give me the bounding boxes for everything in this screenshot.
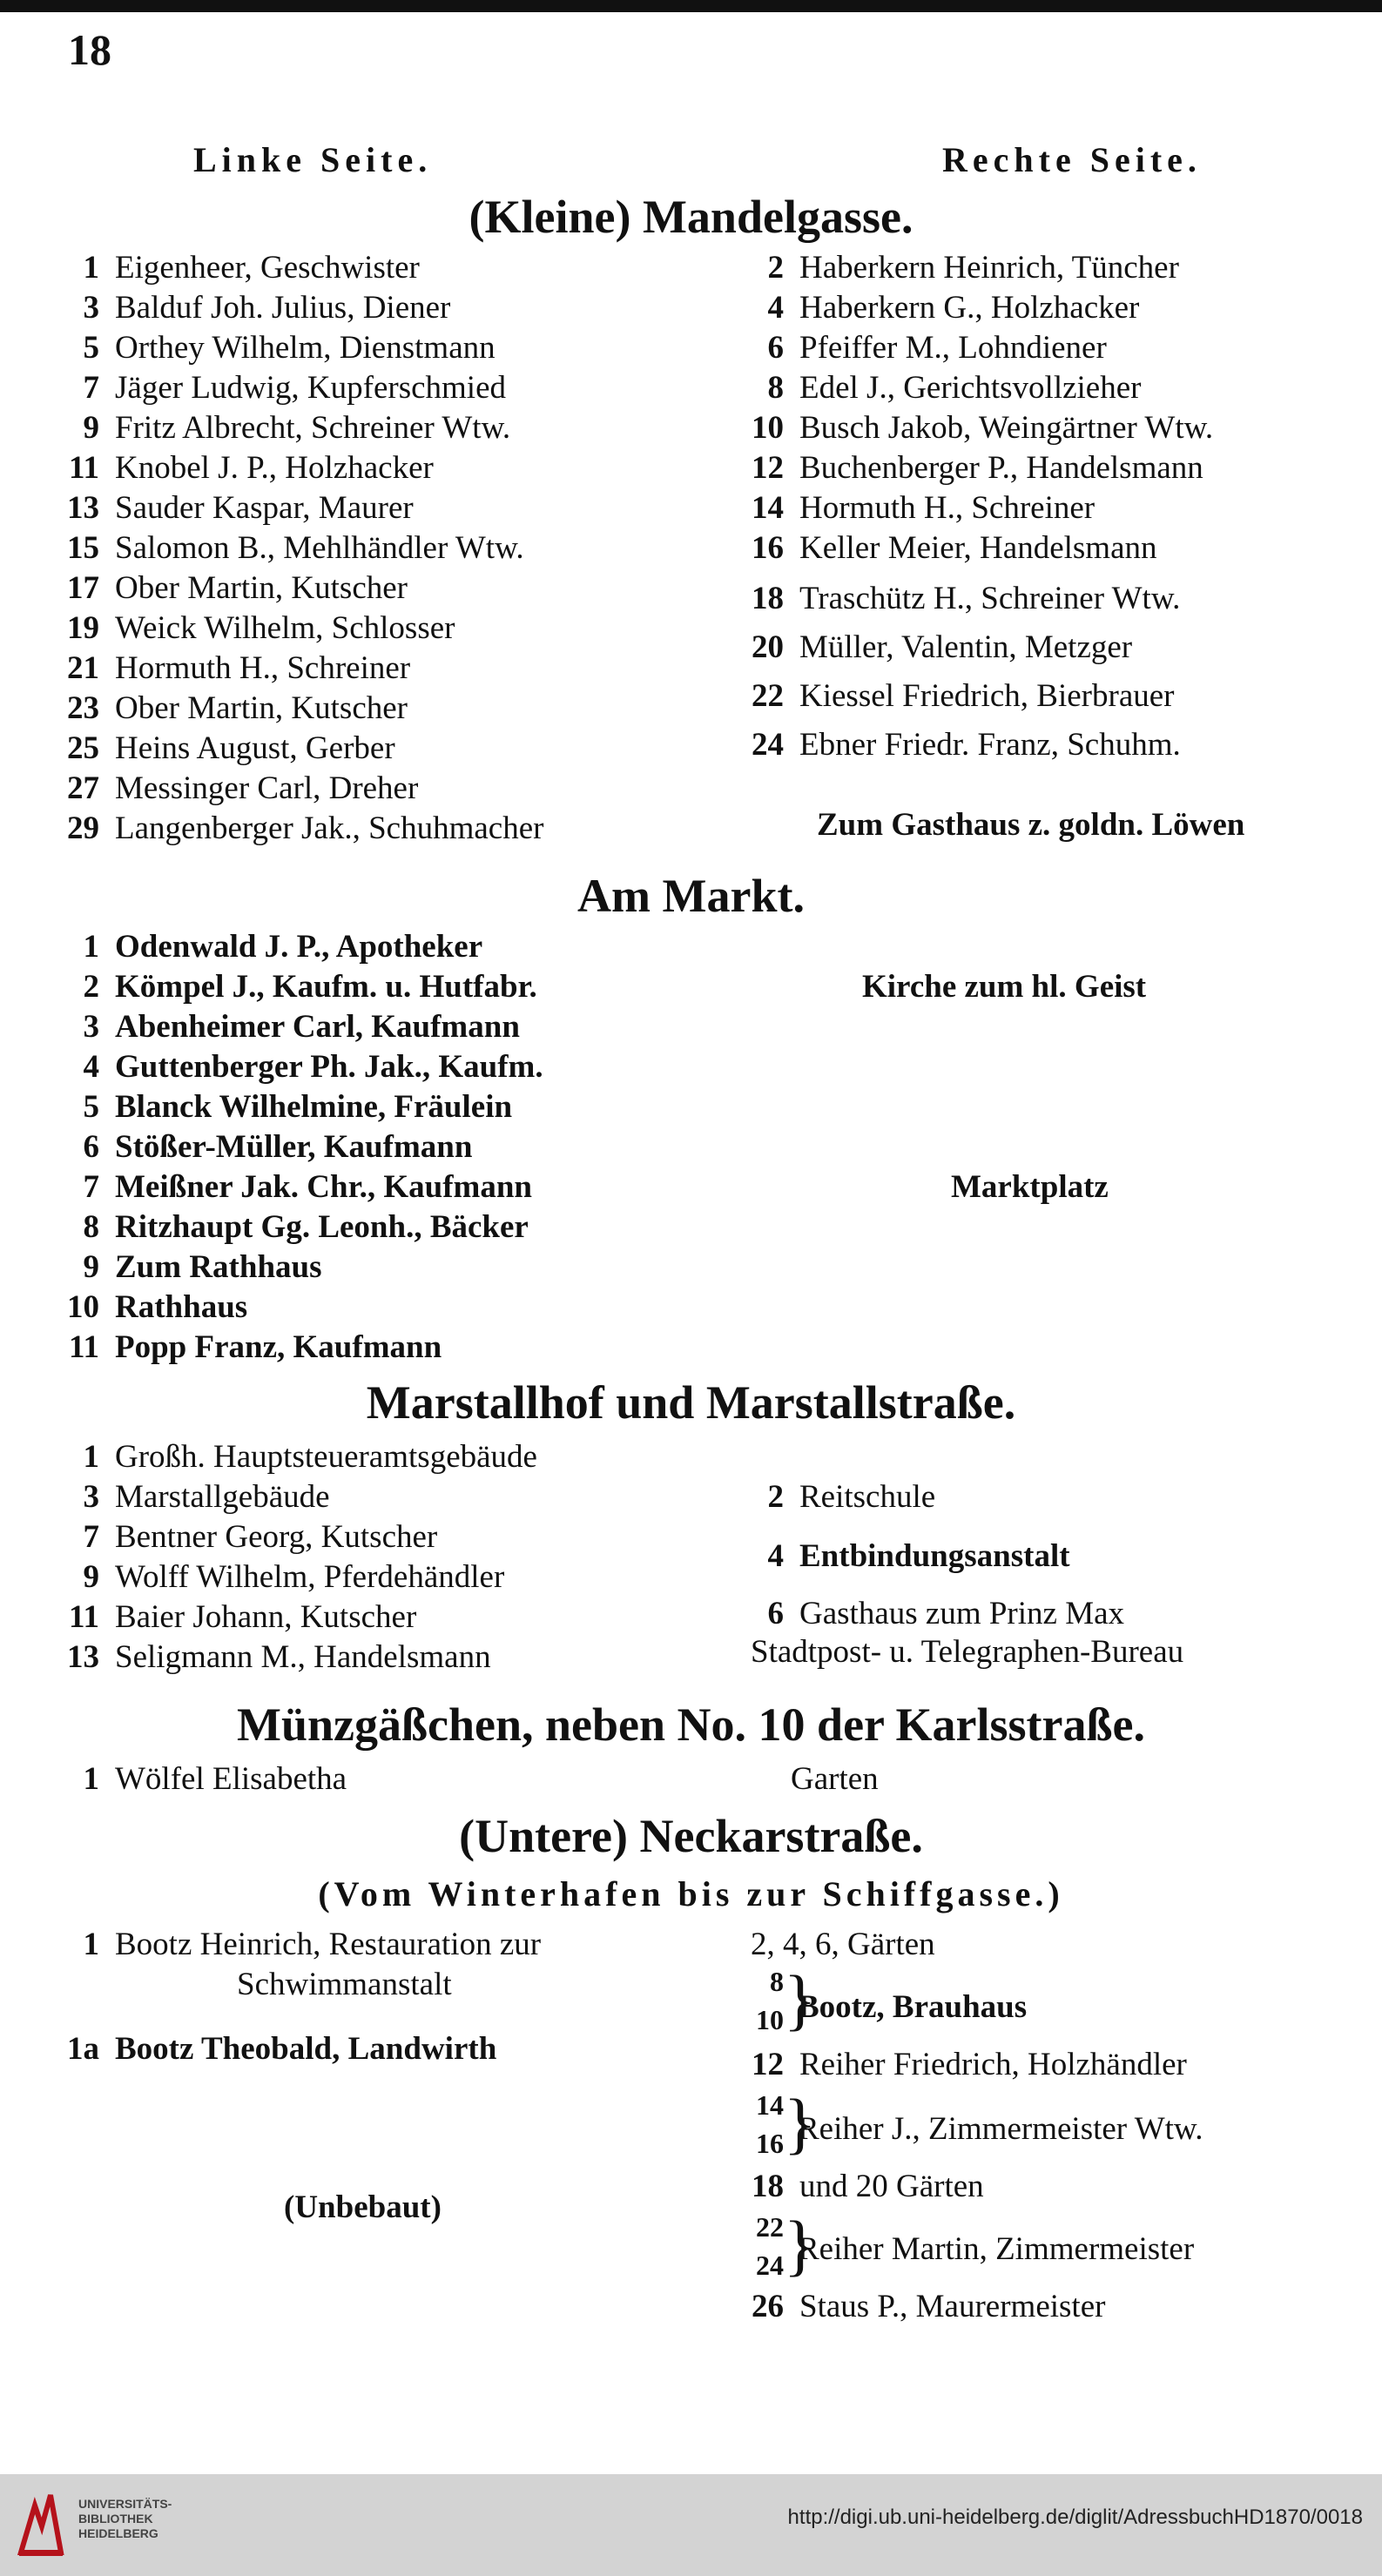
list-item: 11 Knobel J. P., Holzhacker	[69, 450, 434, 486]
library-name: UNIVERSITÄTS- BIBLIOTHEK HEIDELBERG	[78, 2497, 172, 2540]
list-item: 1 Bootz Heinrich, Restauration zur	[83, 1927, 542, 1962]
unbebaut-label: (Unbebaut)	[284, 2189, 442, 2225]
list-item: 2, 4, 6, Gärten	[751, 1927, 935, 1962]
marketplace-label: Marktplatz	[951, 1169, 1109, 1205]
section-title-markt: Am Markt.	[577, 870, 805, 922]
list-item: 18 und 20 Gärten	[752, 2169, 984, 2204]
list-item: 17 Ober Martin, Kutscher	[67, 570, 408, 606]
list-item: 3 Balduf Joh. Julius, Diener	[83, 290, 451, 326]
list-item: 24	[756, 2250, 784, 2281]
list-item: 4 Entbindungsanstalt	[767, 1538, 1070, 1574]
list-item: 7 Meißner Jak. Chr., Kaufmann	[83, 1169, 533, 1205]
list-item: 16	[756, 2128, 784, 2159]
source-url[interactable]: http://digi.ub.uni-heidelberg.de/diglit/AdressbuchHD1870/0018	[787, 2505, 1363, 2529]
list-item: 3 Marstallgebäude	[83, 1479, 330, 1515]
section-title-muenzgaesschen: Münzgäßchen, neben No. 10 der Karlsstraße.	[236, 1698, 1145, 1751]
list-item: 20 Müller, Valentin, Metzger	[752, 629, 1133, 665]
page-number: 18	[68, 25, 111, 74]
list-item: 10 Busch Jakob, Weingärtner Wtw.	[752, 410, 1214, 446]
list-item: 12 Buchenberger P., Handelsmann	[752, 450, 1203, 486]
list-item: 8	[770, 1966, 784, 1997]
section-title-marstall: Marstallhof und Marstallstraße.	[366, 1376, 1016, 1429]
list-item: 13 Seligmann M., Handelsmann	[67, 1639, 491, 1675]
list-item: 27 Messinger Carl, Dreher	[67, 770, 419, 806]
list-item: 7 Bentner Georg, Kutscher	[83, 1519, 438, 1555]
list-item: 8 Edel J., Gerichtsvollzieher	[767, 370, 1142, 406]
church-label: Kirche zum hl. Geist	[862, 969, 1147, 1005]
list-item: 6 Gasthaus zum Prinz Max	[767, 1596, 1125, 1631]
list-item: 29 Langenberger Jak., Schuhmacher	[67, 810, 544, 846]
list-item: 9 Fritz Albrecht, Schreiner Wtw.	[83, 410, 511, 446]
list-item: 10	[756, 2004, 784, 2035]
top-border	[0, 0, 1382, 12]
list-item: 14 Hormuth H., Schreiner	[752, 490, 1095, 526]
list-item: 2 Reitschule	[767, 1479, 936, 1515]
list-item: 6 Stößer-Müller, Kaufmann	[83, 1129, 473, 1165]
list-item: Zum Gasthaus z. goldn. Löwen	[817, 807, 1245, 843]
list-item: 1 Wölfel Elisabetha	[83, 1761, 347, 1797]
section-subtitle: (Vom Winterhafen bis zur Schiffgasse.)	[318, 1874, 1064, 1914]
list-item: 7 Jäger Ludwig, Kupferschmied	[83, 370, 507, 406]
list-item: Bootz, Brauhaus	[798, 1989, 1028, 2025]
list-item: 26 Staus P., Maurermeister	[752, 2289, 1106, 2324]
list-item: 1 Großh. Hauptsteueramtsgebäude	[83, 1439, 537, 1475]
list-item: 6 Pfeiffer M., Lohndiener	[767, 330, 1107, 366]
list-item: 4 Haberkern G., Holzhacker	[767, 290, 1140, 326]
list-item: 16 Keller Meier, Handelsmann	[752, 530, 1157, 566]
list-item: 1 Eigenheer, Geschwister	[83, 250, 420, 286]
list-item: 2 Kömpel J., Kaufm. u. Hutfabr.	[83, 969, 537, 1005]
list-item: 25 Heins August, Gerber	[67, 730, 395, 766]
right-side-label: Rechte Seite.	[942, 140, 1202, 179]
list-item: 2 Haberkern Heinrich, Tüncher	[767, 250, 1179, 286]
section-title-mandelgasse: (Kleine) Mandelgasse.	[469, 191, 913, 243]
list-item: Reiher Martin, Zimmermeister	[798, 2231, 1195, 2267]
list-item: Stadtpost- u. Telegraphen-Bureau	[751, 1634, 1184, 1670]
list-item: 21 Hormuth H., Schreiner	[67, 650, 411, 686]
list-item: 12 Reiher Friedrich, Holzhändler	[752, 2047, 1187, 2082]
list-item: Garten	[791, 1761, 879, 1797]
library-logo-icon	[16, 2488, 66, 2558]
list-item: 1 Odenwald J. P., Apotheker	[83, 929, 483, 965]
list-item: 23 Ober Martin, Kutscher	[67, 690, 408, 726]
list-item: Reiher J., Zimmermeister Wtw.	[798, 2111, 1203, 2147]
list-item: 5 Blanck Wilhelmine, Fräulein	[83, 1089, 513, 1125]
brace-icon: }	[784, 2085, 817, 2161]
list-item: 9 Wolff Wilhelm, Pferdehändler	[83, 1559, 505, 1595]
list-item: Schwimmanstalt	[237, 1967, 452, 2002]
list-item: 11 Popp Franz, Kaufmann	[69, 1329, 442, 1365]
brace-icon: }	[784, 2207, 817, 2283]
list-item: 22	[756, 2211, 784, 2243]
list-item: 11 Baier Johann, Kutscher	[69, 1599, 417, 1635]
list-item: 1a Bootz Theobald, Landwirth	[67, 2031, 497, 2067]
list-item: 9 Zum Rathhaus	[83, 1249, 322, 1285]
list-item: 13 Sauder Kaspar, Maurer	[67, 490, 414, 526]
list-item: 14	[756, 2089, 784, 2121]
list-item: 22 Kiessel Friedrich, Bierbrauer	[752, 678, 1175, 714]
list-item: 4 Guttenberger Ph. Jak., Kaufm.	[83, 1049, 543, 1085]
list-item: 18 Traschütz H., Schreiner Wtw.	[752, 581, 1181, 616]
list-item: 10 Rathhaus	[67, 1289, 248, 1325]
list-item: 15 Salomon B., Mehlhändler Wtw.	[67, 530, 524, 566]
list-item: 8 Ritzhaupt Gg. Leonh., Bäcker	[83, 1209, 529, 1245]
list-item: 3 Abenheimer Carl, Kaufmann	[83, 1009, 520, 1045]
left-side-label: Linke Seite.	[193, 140, 433, 179]
section-title-neckarstrasse: (Untere) Neckarstraße.	[459, 1810, 923, 1862]
list-item: 5 Orthey Wilhelm, Dienstmann	[83, 330, 495, 366]
brace-icon: }	[784, 1961, 817, 2037]
list-item: 24 Ebner Friedr. Franz, Schuhm.	[752, 727, 1181, 763]
list-item: 19 Weick Wilhelm, Schlosser	[67, 610, 455, 646]
